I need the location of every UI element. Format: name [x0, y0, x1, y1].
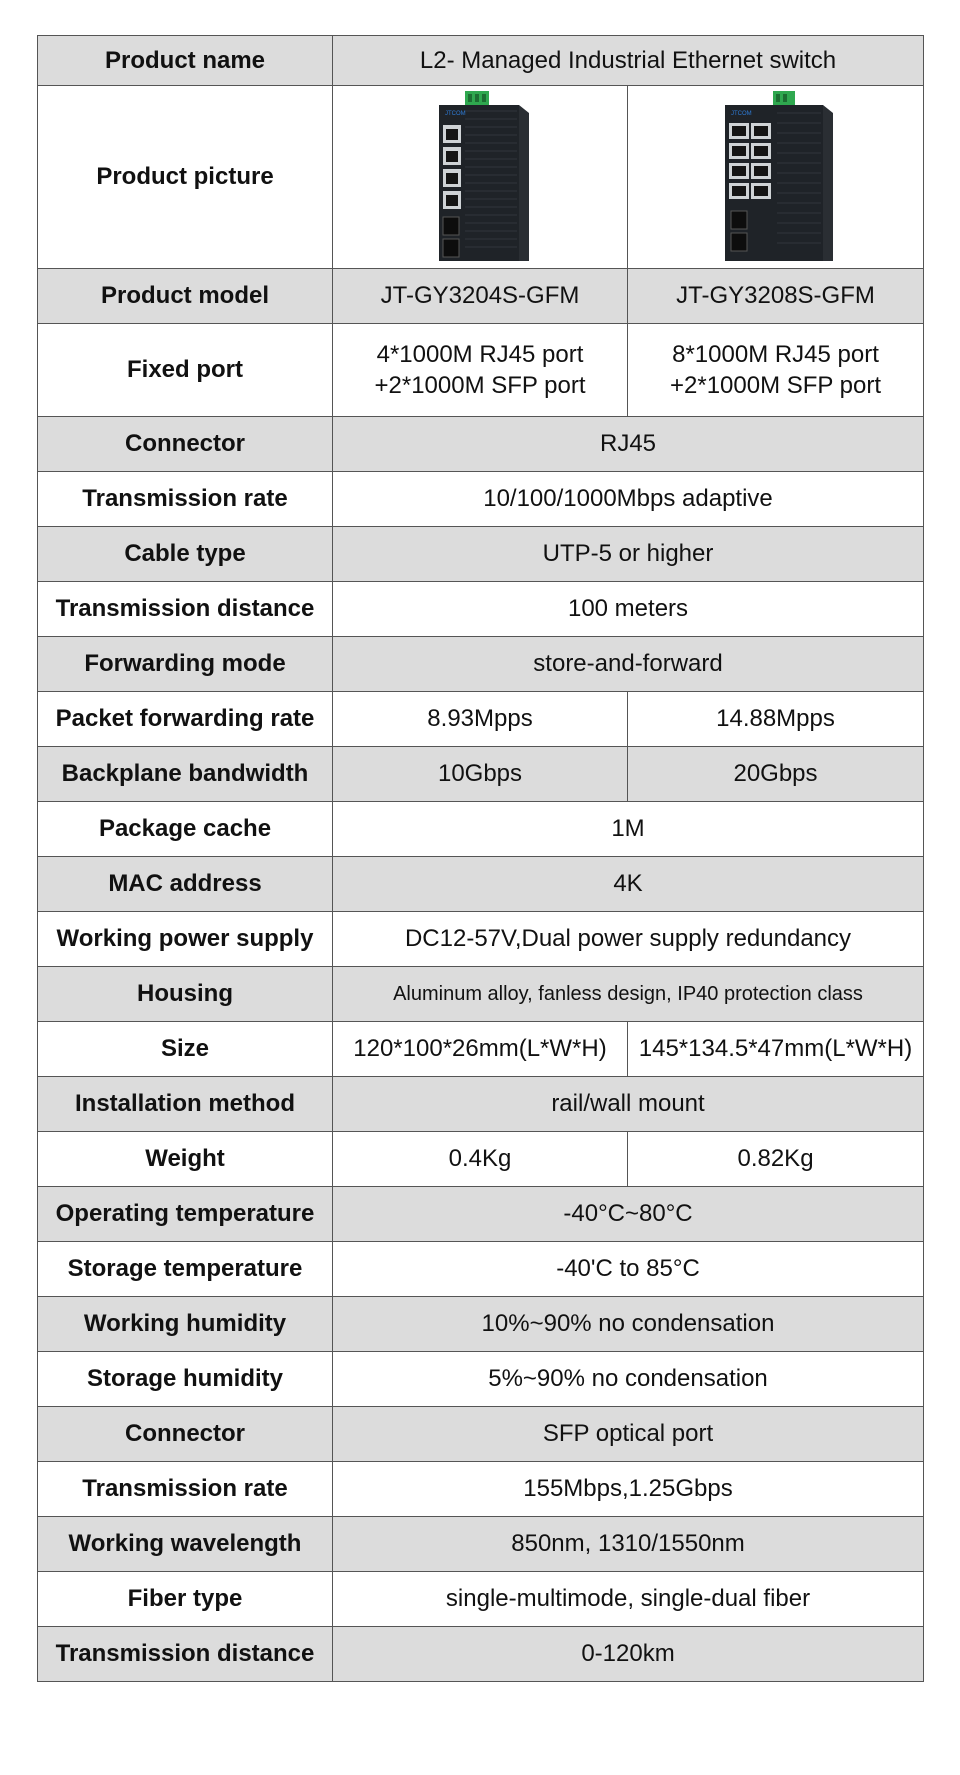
row-label: Fixed port [38, 324, 333, 417]
row-optical-transmission-rate [38, 1462, 924, 1517]
port-line: 4*1000M RJ45 port [376, 341, 584, 368]
row-label: Installation method [38, 1077, 333, 1132]
row-label: Connector [38, 417, 333, 472]
row-value-2: 20Gbps [628, 747, 924, 802]
row-label: Cable type [38, 527, 333, 582]
row-label: Forwarding mode [38, 637, 333, 692]
row-working-humidity [38, 1297, 924, 1352]
row-value-1: JT-GY3204S-GFM [333, 269, 628, 324]
product-photo-4port [333, 86, 628, 269]
row-housing [38, 967, 924, 1022]
row-storage-temperature [38, 1242, 924, 1297]
industrial-switch-8port-photo [711, 89, 841, 265]
row-value-1: 0.4Kg [333, 1132, 628, 1187]
brand-logo: JTCOM [445, 111, 466, 117]
row-value: 5%~90% no condensation [333, 1352, 924, 1407]
row-value-2: 145*134.5*47mm(L*W*H) [628, 1022, 924, 1077]
row-mac-address [38, 857, 924, 912]
row-package-cache [38, 802, 924, 857]
port-line: +2*1000M SFP port [669, 372, 882, 399]
row-label: Size [38, 1022, 333, 1077]
row-label: Transmission distance [38, 1627, 333, 1682]
row-connector [38, 417, 924, 472]
row-value: -40°C~80°C [333, 1187, 924, 1242]
row-value: 4K [333, 857, 924, 912]
row-product-picture [38, 86, 924, 269]
row-label: Transmission rate [38, 472, 333, 527]
row-label: Product picture [38, 86, 333, 269]
row-label: Product name [38, 36, 333, 86]
row-value: 0-120km [333, 1627, 924, 1682]
row-value: 100 meters [333, 582, 924, 637]
row-storage-humidity [38, 1352, 924, 1407]
row-operating-temperature [38, 1187, 924, 1242]
row-value: Aluminum alloy, fanless design, IP40 protection class [333, 967, 924, 1022]
row-label: Operating temperature [38, 1187, 333, 1242]
row-value: 10%~90% no condensation [333, 1297, 924, 1352]
row-value: DC12-57V,Dual power supply redundancy [333, 912, 924, 967]
row-transmission-distance [38, 582, 924, 637]
row-value-2 [628, 324, 924, 417]
row-value-1: 8.93Mpps [333, 692, 628, 747]
row-weight [38, 1132, 924, 1187]
row-working-power-supply [38, 912, 924, 967]
row-fixed-port [38, 324, 924, 417]
row-value: 10/100/1000Mbps adaptive [333, 472, 924, 527]
row-value: 155Mbps,1.25Gbps [333, 1462, 924, 1517]
row-value-1: 10Gbps [333, 747, 628, 802]
row-value: L2- Managed Industrial Ethernet switch [333, 36, 924, 86]
row-label: MAC address [38, 857, 333, 912]
row-product-name [38, 36, 924, 86]
row-value: single-multimode, single-dual fiber [333, 1572, 924, 1627]
row-label: Storage humidity [38, 1352, 333, 1407]
row-value: RJ45 [333, 417, 924, 472]
row-optical-transmission-distance [38, 1627, 924, 1682]
row-value-2: JT-GY3208S-GFM [628, 269, 924, 324]
row-value: 1M [333, 802, 924, 857]
row-packet-forwarding-rate [38, 692, 924, 747]
row-value-2: 0.82Kg [628, 1132, 924, 1187]
row-size [38, 1022, 924, 1077]
row-value: -40'C to 85°C [333, 1242, 924, 1297]
row-product-model [38, 269, 924, 324]
row-value-1 [333, 324, 628, 417]
row-value-1: 120*100*26mm(L*W*H) [333, 1022, 628, 1077]
row-working-wavelength [38, 1517, 924, 1572]
row-backplane-bandwidth [38, 747, 924, 802]
port-line: 8*1000M RJ45 port [672, 341, 879, 368]
industrial-switch-4port-photo [425, 89, 535, 265]
row-value: 850nm, 1310/1550nm [333, 1517, 924, 1572]
spec-table [37, 35, 924, 1682]
row-label: Working wavelength [38, 1517, 333, 1572]
row-installation-method [38, 1077, 924, 1132]
row-label: Transmission rate [38, 1462, 333, 1517]
row-label: Housing [38, 967, 333, 1022]
row-value: UTP-5 or higher [333, 527, 924, 582]
row-label: Storage temperature [38, 1242, 333, 1297]
row-label: Packet forwarding rate [38, 692, 333, 747]
row-fiber-type [38, 1572, 924, 1627]
row-label: Backplane bandwidth [38, 747, 333, 802]
row-optical-connector [38, 1407, 924, 1462]
row-value: SFP optical port [333, 1407, 924, 1462]
row-label: Transmission distance [38, 582, 333, 637]
row-transmission-rate [38, 472, 924, 527]
row-value-2: 14.88Mpps [628, 692, 924, 747]
product-photo-8port [628, 86, 924, 269]
row-label: Fiber type [38, 1572, 333, 1627]
row-value: rail/wall mount [333, 1077, 924, 1132]
brand-logo: JTCOM [730, 111, 752, 117]
port-line: +2*1000M SFP port [374, 372, 586, 399]
row-label: Weight [38, 1132, 333, 1187]
row-cable-type [38, 527, 924, 582]
row-label: Product model [38, 269, 333, 324]
row-label: Connector [38, 1407, 333, 1462]
row-label: Package cache [38, 802, 333, 857]
row-label: Working power supply [38, 912, 333, 967]
row-forwarding-mode [38, 637, 924, 692]
row-value: store-and-forward [333, 637, 924, 692]
row-label: Working humidity [38, 1297, 333, 1352]
